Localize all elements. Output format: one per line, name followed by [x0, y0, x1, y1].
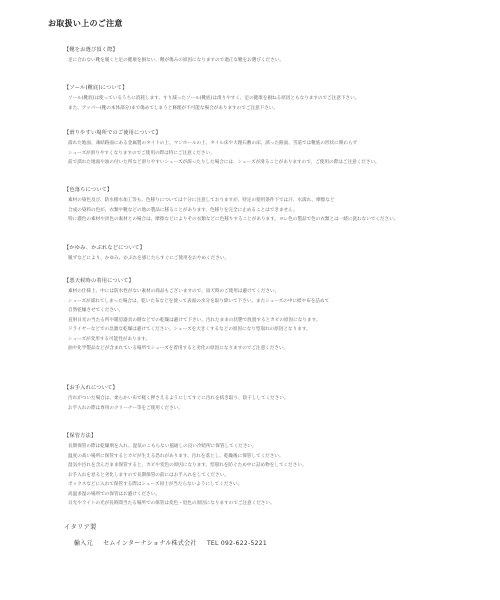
importer-info [64, 538, 275, 547]
section-heading: 【滑りやすい場所でのご使用について】 [64, 130, 161, 136]
section-text-line: 高温多湿の場所での保管はお避けください。 [68, 491, 160, 497]
notice-section [64, 384, 464, 413]
notice-section [64, 244, 464, 264]
section-text-line: ソール(靴底)は使っているうちに消耗します。すり減ったソール(靴底)は滑りやすく、足の健康を損ねる原因ともなりますのでご注意下さい。 [68, 96, 360, 101]
section-text-line: 合成の染料の色が、衣類や靴などの他の製品に移ることがあります。色移りを完全に止めることはできません。 [68, 207, 298, 213]
section-heading: 【保管方法】 [64, 433, 97, 439]
section-text-line: また、アッパー(靴の本体部分)まで傷めてしまうと修理が不可能な場合がありますのでご注意下さい。 [68, 105, 278, 111]
notice-section [64, 46, 464, 66]
section-text-line: 素材の染色及び、防水撥水加工等も、色移りについては十分に注意しておりますが、特定の使用条件下では汗、水濡れ、摩擦など [68, 198, 335, 203]
section-text-line: お手入れを怠ると劣化しますので長期保管の前にはお手入れをしてください。 [68, 472, 229, 478]
section-text-line: ドライヤーなどでの急激な乾燥は避けてください。シューズを大きくするなどの原因になり型崩れの原因となります。 [68, 327, 311, 332]
notice-section [64, 186, 464, 225]
document-title: お取扱い上のご注意 [48, 19, 123, 28]
importer-tel: TEL 092-622-5221 [206, 540, 267, 547]
section-text-line: 日光やライトの光が長時間当たる場所での保管は変色・退色の原因になりますのでご注意ください。 [68, 501, 275, 506]
section-text-line: 長期保管の際は乾燥剤を入れ、湿気のこもらない風通しの良い冷暗所に保管してください。 [68, 444, 257, 449]
section-text-line: ボックスなどに入れて保管する際はシューズ同士が当たらないようにしてください。 [68, 482, 243, 487]
section-heading: 【ソール(靴底)について】 [64, 85, 128, 91]
importer-name: セムインターナショナル株式会社 [103, 540, 197, 547]
section-heading: 【色落ちについて】 [64, 187, 113, 193]
importer-label: 輸入元 [74, 540, 93, 547]
section-text-line: お手入れの際は専用のクリーナー等をご使用ください。 [68, 405, 183, 411]
section-text-line: 濡れた地面、凍結路面にある金属製のタイトの上、マンホールの上、タイル床や大理石敷の床、濡った路面、雪道では靴底の形状に関わらず [68, 141, 358, 146]
section-text-line: 前で濡れた地面や油の付いた所など滑りやすいシューズが濡ったりした場合には、シューズが滑ることがありますので、ご使用の際はご注意ください。 [68, 160, 380, 165]
notice-section [64, 129, 464, 168]
section-heading: 【靴をお選び頂く際】 [64, 47, 118, 53]
section-text-line: 足に合わない靴を履くと足の健康を損ない、靴が傷みの原因になりますので適正な靴をお選びください。 [68, 58, 284, 63]
country-of-origin: イタリア製 [64, 524, 97, 531]
section-text-line: 温度の高い場所に保管するとカビが生える恐れがあります。汚れを落とし、乾燥後に保管してください。 [68, 453, 284, 459]
section-text-line: シューズが滑りやすくなりますのでご使用の際は特にご注意ください。 [68, 150, 215, 156]
section-text-line: 特に濃色の素材や淡色の素材との場合は、摩擦などによりその衣類などに色移りすることがあります。ヨレ色の製品で色の衣類とは一緒に洗わないでください。 [68, 217, 399, 222]
section-text-line: 自然乾燥させてください。 [68, 308, 124, 313]
notice-section [64, 432, 464, 509]
section-text-line: 湿気や汚れを含んだまま保管すると、カビや変色の原因になります。型崩れを防ぐため中に詰め物をしてください。 [68, 463, 307, 468]
notice-section [64, 277, 464, 354]
section-text-line: 素材の仕様上、中には防水性がない素材の商品もございますので、雨天時のご使用は避けてください。 [68, 289, 280, 294]
section-text-line: 直射日光の当たる所や暖房器具の側などでの乾燥は避けて下さい。汚れたままの状態で放置するとカビの原因になります。 [68, 317, 321, 323]
section-heading: 【悪天候時の着用について】 [64, 278, 134, 284]
section-text-line: 油や化学製品などが含まれている場所でシューズを着用すると劣化の原因になりますのでご注意ください。 [68, 346, 289, 351]
section-heading: 【かゆみ、かぶれなどについて】 [64, 245, 146, 251]
section-text-line: 履ずなどにより、かゆみ、かぶれを感じたらすぐにご使用をおやめください。 [68, 256, 230, 261]
section-text-line: シューズが濡れてしまった場合は、乾いた布などを使って表面の水分を取り除いて下さい。またシューズの中に紙や布を詰めて [68, 298, 330, 304]
footer [64, 522, 275, 547]
notice-section [64, 84, 464, 113]
section-heading: 【お手入れについて】 [64, 385, 118, 391]
section-text-line: シューズが変形する可能性があります。 [68, 336, 150, 342]
section-text-line: 汚れがついた場合は、柔らかい布で軽く押さえるようにしてすぐに汚れを拭き取り、陰干ししてください。 [68, 396, 289, 401]
